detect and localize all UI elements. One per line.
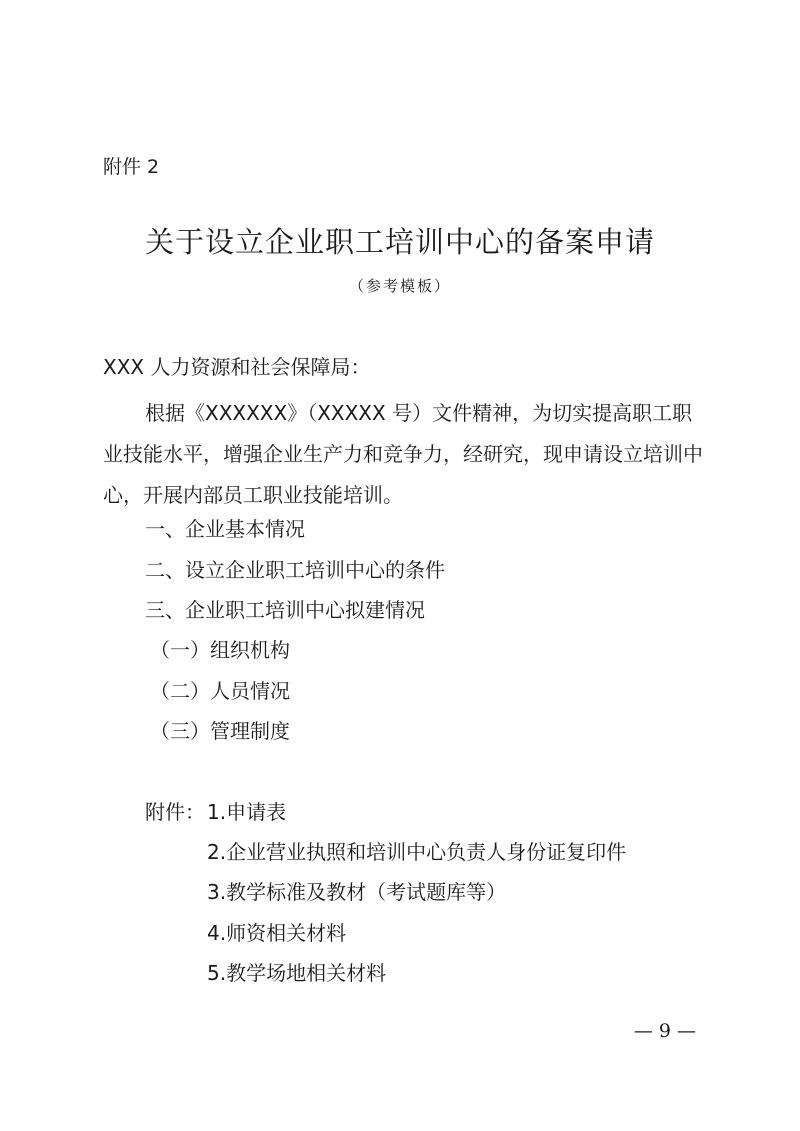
attachment-item-3: 3.教学标准及教材（考试题库等） — [207, 880, 507, 904]
attachments-prefix: 附件： — [145, 800, 205, 824]
section-heading-3: 三、企业职工培训中心拟建情况 — [145, 598, 425, 622]
attachment-item-2: 2.企业营业执照和培训中心负责人身份证复印件 — [207, 840, 627, 864]
document-subtitle: （参考模板） — [348, 277, 451, 295]
section-heading-1: 一、企业基本情况 — [145, 517, 305, 541]
document-title: 关于设立企业职工培训中心的备案申请 — [144, 225, 655, 259]
body-paragraph: 根据《XXXXXX》（XXXXX 号）文件精神，为切实提高职工职业技能水平，增强企业生产力和竞争力，经研究，现申请设立培训中心，开展内部员工职业技能培训。 — [103, 401, 703, 507]
page-number: — 9 — — [633, 1020, 696, 1042]
attachment-label: 附件 2 — [103, 156, 160, 178]
attachment-item-1: 1.申请表 — [207, 800, 287, 824]
subsection-heading-3: （三）管理制度 — [150, 719, 290, 743]
salutation: XXX 人力资源和社会保障局： — [103, 355, 371, 379]
attachment-item-4: 4.师资相关材料 — [207, 921, 347, 945]
section-heading-2: 二、设立企业职工培训中心的条件 — [145, 558, 445, 582]
attachment-item-5: 5.教学场地相关材料 — [207, 961, 387, 985]
subsection-heading-1: （一）组织机构 — [150, 638, 290, 662]
subsection-heading-2: （二）人员情况 — [150, 679, 290, 703]
